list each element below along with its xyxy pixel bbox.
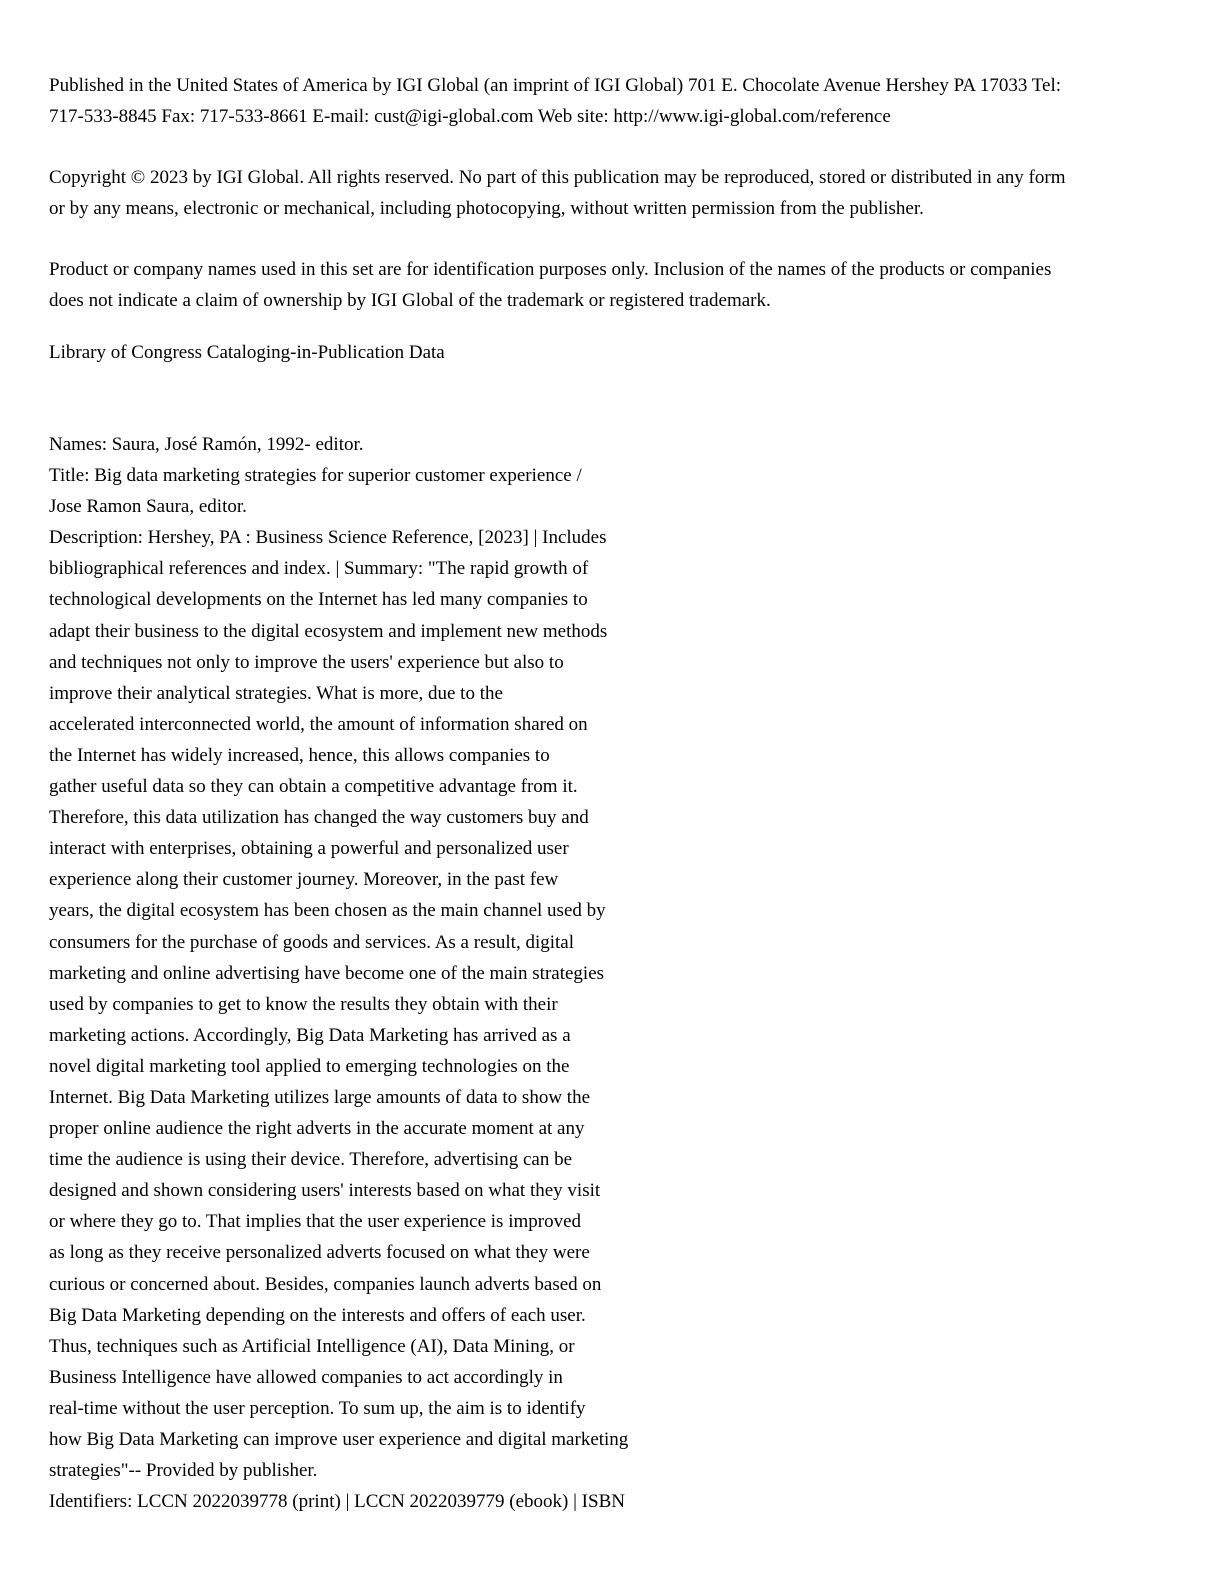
cip-line: Description: Hershey, PA : Business Science Reference, [2023] | Includes <box>49 527 607 549</box>
cip-line: improve their analytical strategies. What is more, due to the <box>49 682 503 704</box>
trademark-line: Product or company names used in this set are for identification purposes only. Inclusion of the names of the products or companies <box>49 259 1052 280</box>
cip-line: and techniques not only to improve the users' experience but also to <box>49 651 564 673</box>
cip-line: Therefore, this data utilization has changed the way customers buy and <box>49 807 589 829</box>
copyright-page <box>49 70 1177 1517</box>
cip-line: proper online audience the right adverts in the accurate moment at any <box>49 1118 585 1140</box>
publisher-line: 717-533-8845 Fax: 717-533-8661 E-mail: cust@igi-global.com Web site: http://www.igi-global.com/reference <box>49 106 891 127</box>
cip-line: Names: Saura, José Ramón, 1992- editor. <box>49 434 364 455</box>
cip-record <box>49 429 1177 1517</box>
cip-line: consumers for the purchase of goods and services. As a result, digital <box>49 931 575 953</box>
cip-line: or where they go to. That implies that the user experience is improved <box>49 1211 582 1233</box>
cip-line: curious or concerned about. Besides, companies launch adverts based on <box>49 1273 602 1295</box>
cip-line: gather useful data so they can obtain a competitive advantage from it. <box>49 776 578 798</box>
cip-line: marketing and online advertising have become one of the main strategies <box>49 962 605 984</box>
cip-line: years, the digital ecosystem has been chosen as the main channel used by <box>49 900 606 922</box>
cip-line: used by companies to get to know the results they obtain with their <box>49 993 558 1015</box>
cip-line: Title: Big data marketing strategies for superior customer experience / <box>49 465 582 487</box>
cip-line: bibliographical references and index. | Summary: "The rapid growth of <box>49 558 589 580</box>
cip-line: strategies"-- Provided by publisher. <box>49 1460 318 1482</box>
trademark-notice <box>49 254 1177 316</box>
cip-line: time the audience is using their device. Therefore, advertising can be <box>49 1149 573 1171</box>
cip-line: novel digital marketing tool applied to emerging technologies on the <box>49 1055 570 1077</box>
cip-line: technological developments on the Internet has led many companies to <box>49 589 588 611</box>
copyright-notice <box>49 162 1177 224</box>
cip-line: designed and shown considering users' interests based on what they visit <box>49 1180 601 1202</box>
cip-line: Business Intelligence have allowed companies to act accordingly in <box>49 1366 563 1388</box>
cip-line: Big Data Marketing depending on the interests and offers of each user. <box>49 1304 586 1326</box>
publisher-info <box>49 70 1177 132</box>
cip-line: Identifiers: LCCN 2022039778 (print) | LCCN 2022039779 (ebook) | ISBN <box>49 1491 625 1513</box>
cip-line: accelerated interconnected world, the amount of information shared on <box>49 713 588 735</box>
trademark-line: does not indicate a claim of ownership by IGI Global of the trademark or registered trademark. <box>49 290 771 311</box>
cip-line: marketing actions. Accordingly, Big Data Marketing has arrived as a <box>49 1024 571 1046</box>
cip-line: as long as they receive personalized adverts focused on what they were <box>49 1242 590 1264</box>
cip-line: experience along their customer journey. Moreover, in the past few <box>49 869 559 891</box>
cip-line: Thus, techniques such as Artificial Intelligence (AI), Data Mining, or <box>49 1335 575 1357</box>
cip-line: Jose Ramon Saura, editor. <box>49 496 247 518</box>
cip-heading: Library of Congress Cataloging-in-Publication Data <box>49 342 445 363</box>
cip-line: Internet. Big Data Marketing utilizes large amounts of data to show the <box>49 1086 591 1108</box>
cip-line: how Big Data Marketing can improve user experience and digital marketing <box>49 1429 629 1450</box>
cip-line: interact with enterprises, obtaining a powerful and personalized user <box>49 838 569 860</box>
cip-line: adapt their business to the digital ecosystem and implement new methods <box>49 620 608 642</box>
cip-line: real-time without the user perception. To sum up, the aim is to identify <box>49 1397 586 1419</box>
cip-line: the Internet has widely increased, hence, this allows companies to <box>49 744 550 766</box>
copyright-line: Copyright © 2023 by IGI Global. All rights reserved. No part of this publication may be reproduced, stored or distributed in any form <box>49 167 1066 188</box>
publisher-line: Published in the United States of America by IGI Global (an imprint of IGI Global) 701 E. Chocolate Avenue Hershey PA 17033 Tel: <box>49 75 1062 96</box>
copyright-line: or by any means, electronic or mechanical, including photocopying, without written permission from the publisher. <box>49 198 924 219</box>
